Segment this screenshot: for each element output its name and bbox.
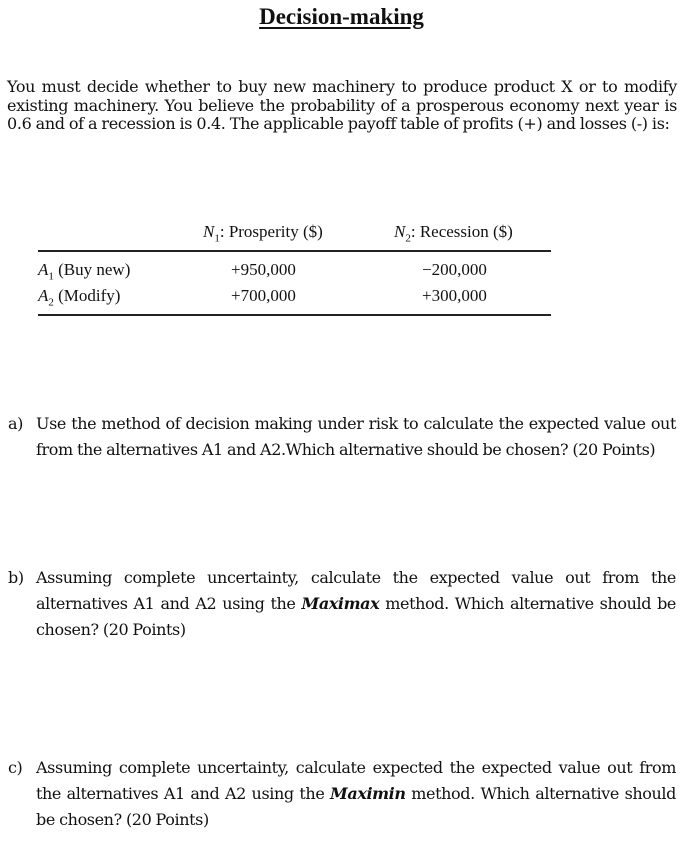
question-letter: a) bbox=[8, 414, 23, 433]
question-text-before: Assuming complete uncertainty, calculate the expected value out from the alternatives A1 and A2 using the bbox=[36, 568, 676, 613]
question-method: Maximin bbox=[330, 784, 406, 803]
header-recession bbox=[394, 222, 513, 244]
alternative-label bbox=[38, 286, 120, 308]
state-subscript: 2 bbox=[405, 232, 411, 245]
header-label: : Prosperity ($) bbox=[219, 222, 323, 241]
intro-paragraph: You must decide whether to buy new machinery to produce product X or to modify existing machinery. You believe the probability of a prosperous economy next year is 0.6 and of a recession is 0.4. The applicable payoff table of profits (+) and losses (-) is: bbox=[7, 77, 677, 133]
alt-symbol: A bbox=[38, 260, 49, 279]
question-a bbox=[8, 411, 676, 463]
state-subscript: 1 bbox=[214, 232, 220, 245]
state-symbol: N bbox=[203, 222, 215, 241]
state-symbol: N bbox=[394, 222, 406, 241]
question-text-before: Assuming complete uncertainty, calculate expected the expected value out from the alternatives A1 and A2 using the bbox=[36, 758, 676, 803]
header-label: : Recession ($) bbox=[410, 222, 513, 241]
question-text bbox=[36, 411, 676, 463]
alternative-label bbox=[38, 260, 130, 282]
question-b bbox=[8, 565, 676, 643]
alt-symbol: A bbox=[38, 286, 49, 305]
question-text-before: Use the method of decision making under risk to calculate the expected value out from the alternatives A1 and A2.Which alternative should be chosen? (20 Points) bbox=[36, 414, 676, 459]
payoff-value: +700,000 bbox=[231, 286, 296, 305]
table-row bbox=[38, 286, 551, 310]
header-prosperity bbox=[203, 222, 323, 244]
question-letter: c) bbox=[8, 758, 23, 777]
payoff-value: −200,000 bbox=[422, 260, 487, 279]
question-c bbox=[8, 755, 676, 833]
alt-label: (Buy new) bbox=[53, 260, 131, 279]
question-text bbox=[36, 755, 676, 833]
table-row bbox=[38, 260, 551, 284]
payoff-value: +950,000 bbox=[231, 260, 296, 279]
question-method: Maximax bbox=[301, 594, 380, 613]
table-body bbox=[38, 252, 551, 316]
page-title: Decision-making bbox=[259, 4, 424, 29]
alt-subscript: 2 bbox=[48, 296, 54, 309]
payoff-table bbox=[38, 221, 551, 316]
alt-subscript: 1 bbox=[48, 270, 54, 283]
question-text bbox=[36, 565, 676, 643]
question-letter: b) bbox=[8, 568, 24, 587]
alt-label: (Modify) bbox=[53, 286, 121, 305]
table-header bbox=[38, 221, 551, 252]
payoff-value: +300,000 bbox=[422, 286, 487, 305]
question-text-after: method. Which alternative should be chosen? (20 Points) bbox=[36, 784, 676, 829]
question-text-after: method. Which alternative should be chosen? (20 Points) bbox=[36, 594, 676, 639]
